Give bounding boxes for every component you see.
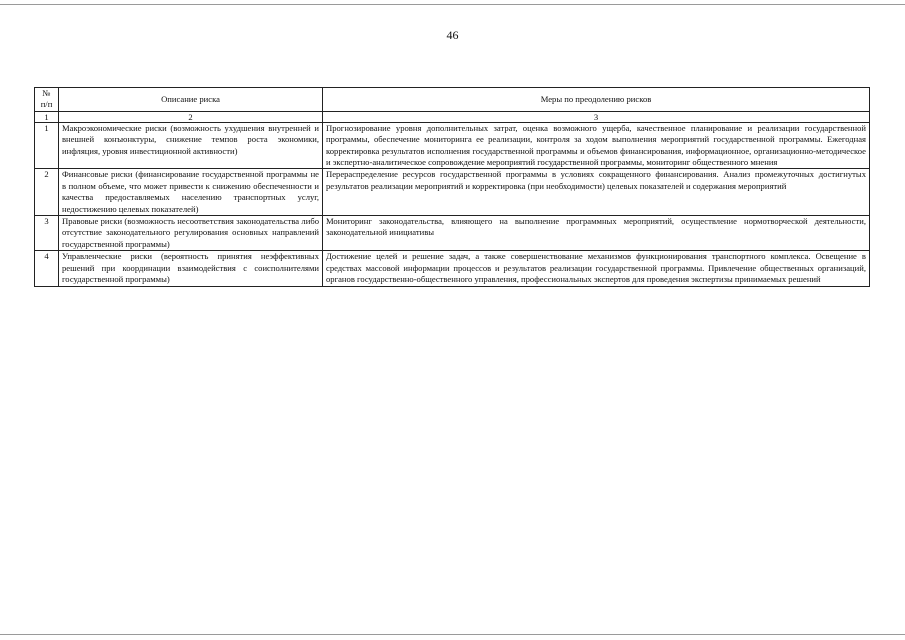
table-row bbox=[35, 251, 870, 286]
row-number: 2 bbox=[35, 169, 59, 216]
row-number: 4 bbox=[35, 251, 59, 286]
risk-measures: Достижение целей и решение задач, а также совершенствование механизмов функционирования транспортного комплекса. Освещение в средствах массовой информации процессов и результатов реализации государственной программы. Привлечение общественных организаций, органов государственно-общественного управления, профессиональных экспертов для проведения экспертизы принимаемых решений bbox=[323, 251, 870, 286]
header-risk-measures: Меры по преодолению рисков bbox=[323, 88, 870, 112]
risk-table bbox=[34, 87, 870, 287]
risk-description: Управленческие риски (вероятность принятия неэффективных решений при координации взаимодействия с соисполнителями государственной программы) bbox=[59, 251, 323, 286]
column-number-row bbox=[35, 111, 870, 122]
table-row bbox=[35, 216, 870, 251]
row-number: 1 bbox=[35, 122, 59, 169]
risk-measures: Перераспределение ресурсов государственной программы в условиях сокращенного финансирования. Анализ промежуточных достигнутых результатов реализации мероприятий и корректировка (при необходимости) целевых показателей и содержания мероприятий bbox=[323, 169, 870, 216]
column-number: 3 bbox=[323, 111, 870, 122]
column-number: 2 bbox=[59, 111, 323, 122]
table-row bbox=[35, 122, 870, 169]
scan-edge-top bbox=[0, 4, 905, 5]
scan-edge-bottom bbox=[0, 634, 905, 635]
table-row bbox=[35, 169, 870, 216]
header-risk-description: Описание риска bbox=[59, 88, 323, 112]
table-header-row bbox=[35, 88, 870, 112]
risk-description: Правовые риски (возможность несоответствия законодательства либо отсутствие законодательного регулирования основных направлений государственной программы) bbox=[59, 216, 323, 251]
header-number: № п/п bbox=[35, 88, 59, 112]
row-number: 3 bbox=[35, 216, 59, 251]
risk-description: Макроэкономические риски (возможность ухудшения внутренней и внешней конъюнктуры, снижение темпов роста экономики, инфляция, уровня инвестиционной активности) bbox=[59, 122, 323, 169]
risk-measures: Прогнозирование уровня дополнительных затрат, оценка возможного ущерба, качественное планирование и реализации государственной программы, обеспечение мониторинга ее реализации, контроля за ходом выполнения мероприятий государственной программы. Ежегодная корректировка результатов исполнения государственной программы и объемов финансирования, информационное, организационно-методическое и экспертно-аналитическое сопровождение мероприятий государственной программы, мониторинг общественного мнения bbox=[323, 122, 870, 169]
risk-description: Финансовые риски (финансирование государственной программы не в полном объеме, что может привести к снижению обеспеченности и качества предоставляемых населению транспортных услуг, недостижению целевых показателей) bbox=[59, 169, 323, 216]
risk-measures: Мониторинг законодательства, влияющего на выполнение программных мероприятий, осуществление нормотворческой деятельности, законодательной инициативы bbox=[323, 216, 870, 251]
page-number: 46 bbox=[446, 28, 459, 42]
column-number: 1 bbox=[35, 111, 59, 122]
